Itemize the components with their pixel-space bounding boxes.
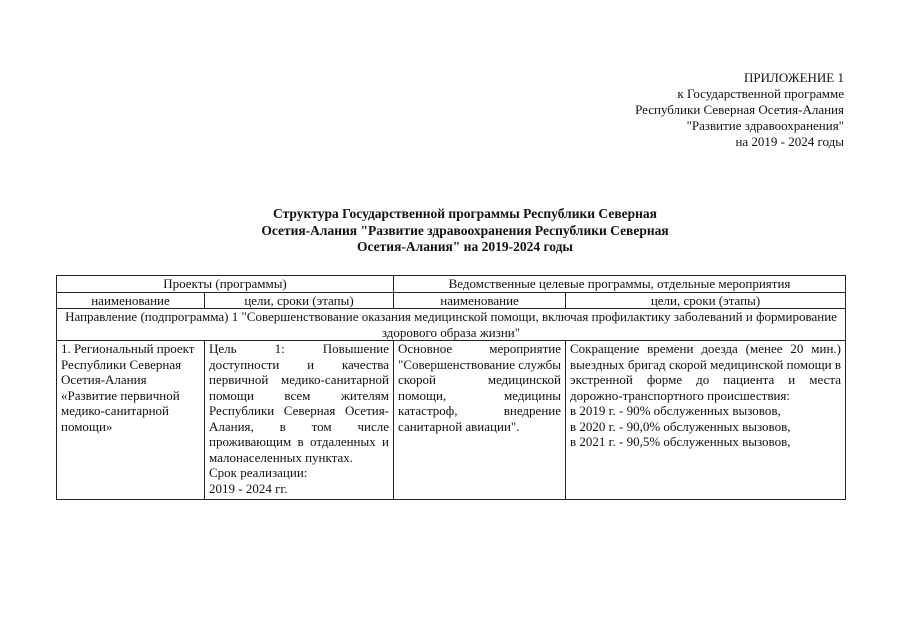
table-row	[57, 341, 846, 500]
goal-text: Цель 1: Повышение доступности и качества первичной медико-санитарной помощи всем жителям Республики Северная Осетия-Алания, в том числе проживающим в отдаленных и малонаселенных пунктах.	[209, 341, 390, 465]
appendix-line: ПРИЛОЖЕНИЕ 1	[744, 70, 844, 85]
goal-item: в 2019 г. - 90% обслуженных вызовов,	[570, 403, 781, 418]
departmental-programs-header: Ведомственные целевые программы, отдельные мероприятия	[394, 276, 846, 293]
appendix-line: на 2019 - 2024 годы	[735, 134, 844, 149]
measure-goals-cell	[566, 341, 846, 500]
program-structure-table	[56, 275, 846, 500]
project-name-cell: 1. Региональный проект Республики Северная Осетия-Алания «Развитие первичной медико-санитарной помощи»	[57, 341, 205, 500]
appendix-line: к Государственной программе	[677, 86, 844, 101]
appendix-line: Республики Северная Осетия-Алания	[635, 102, 844, 117]
name-header: наименование	[57, 292, 205, 309]
direction-row	[57, 309, 846, 341]
title-line: Структура Государственной программы Республики Северная	[273, 206, 657, 221]
term-value: 2019 - 2024 гг.	[209, 480, 288, 496]
goals-header: цели, сроки (этапы)	[205, 292, 394, 309]
term-label: Срок реализации:	[209, 465, 308, 480]
projects-header: Проекты (программы)	[57, 276, 394, 293]
project-goals-cell	[205, 341, 394, 500]
measure-name-cell: Основное мероприятие "Совершенствование службы скорой медицинской помощи, медицины катастроф, внедрение санитарной авиации".	[394, 341, 566, 500]
group-header-row	[57, 276, 846, 293]
title-line: Осетия-Алания "Развитие здравоохранения Республики Северная	[261, 222, 669, 238]
goal-intro: Сокращение времени доезда (менее 20 мин.) выездных бригад скорой медицинской помощи в экстренной форме до пациента и места дорожно-транспортного происшествия:	[570, 341, 841, 403]
direction-cell: Направление (подпрограмма) 1 "Совершенствование оказания медицинской помощи, включая профилактику заболеваний и формирование здорового образа жизни"	[57, 309, 846, 341]
sub-header-row	[57, 292, 846, 309]
appendix-line: "Развитие здравоохранения"	[686, 118, 844, 133]
document-title	[140, 206, 790, 256]
title-line: Осетия-Алания" на 2019-2024 годы	[357, 239, 573, 254]
goals-header: цели, сроки (этапы)	[566, 292, 846, 309]
name-header: наименование	[394, 292, 566, 309]
appendix-header	[635, 70, 844, 150]
goal-item: в 2021 г. - 90,5% обслуженных вызовов,	[570, 434, 791, 449]
goal-item: в 2020 г. - 90,0% обслуженных вызовов,	[570, 418, 791, 434]
